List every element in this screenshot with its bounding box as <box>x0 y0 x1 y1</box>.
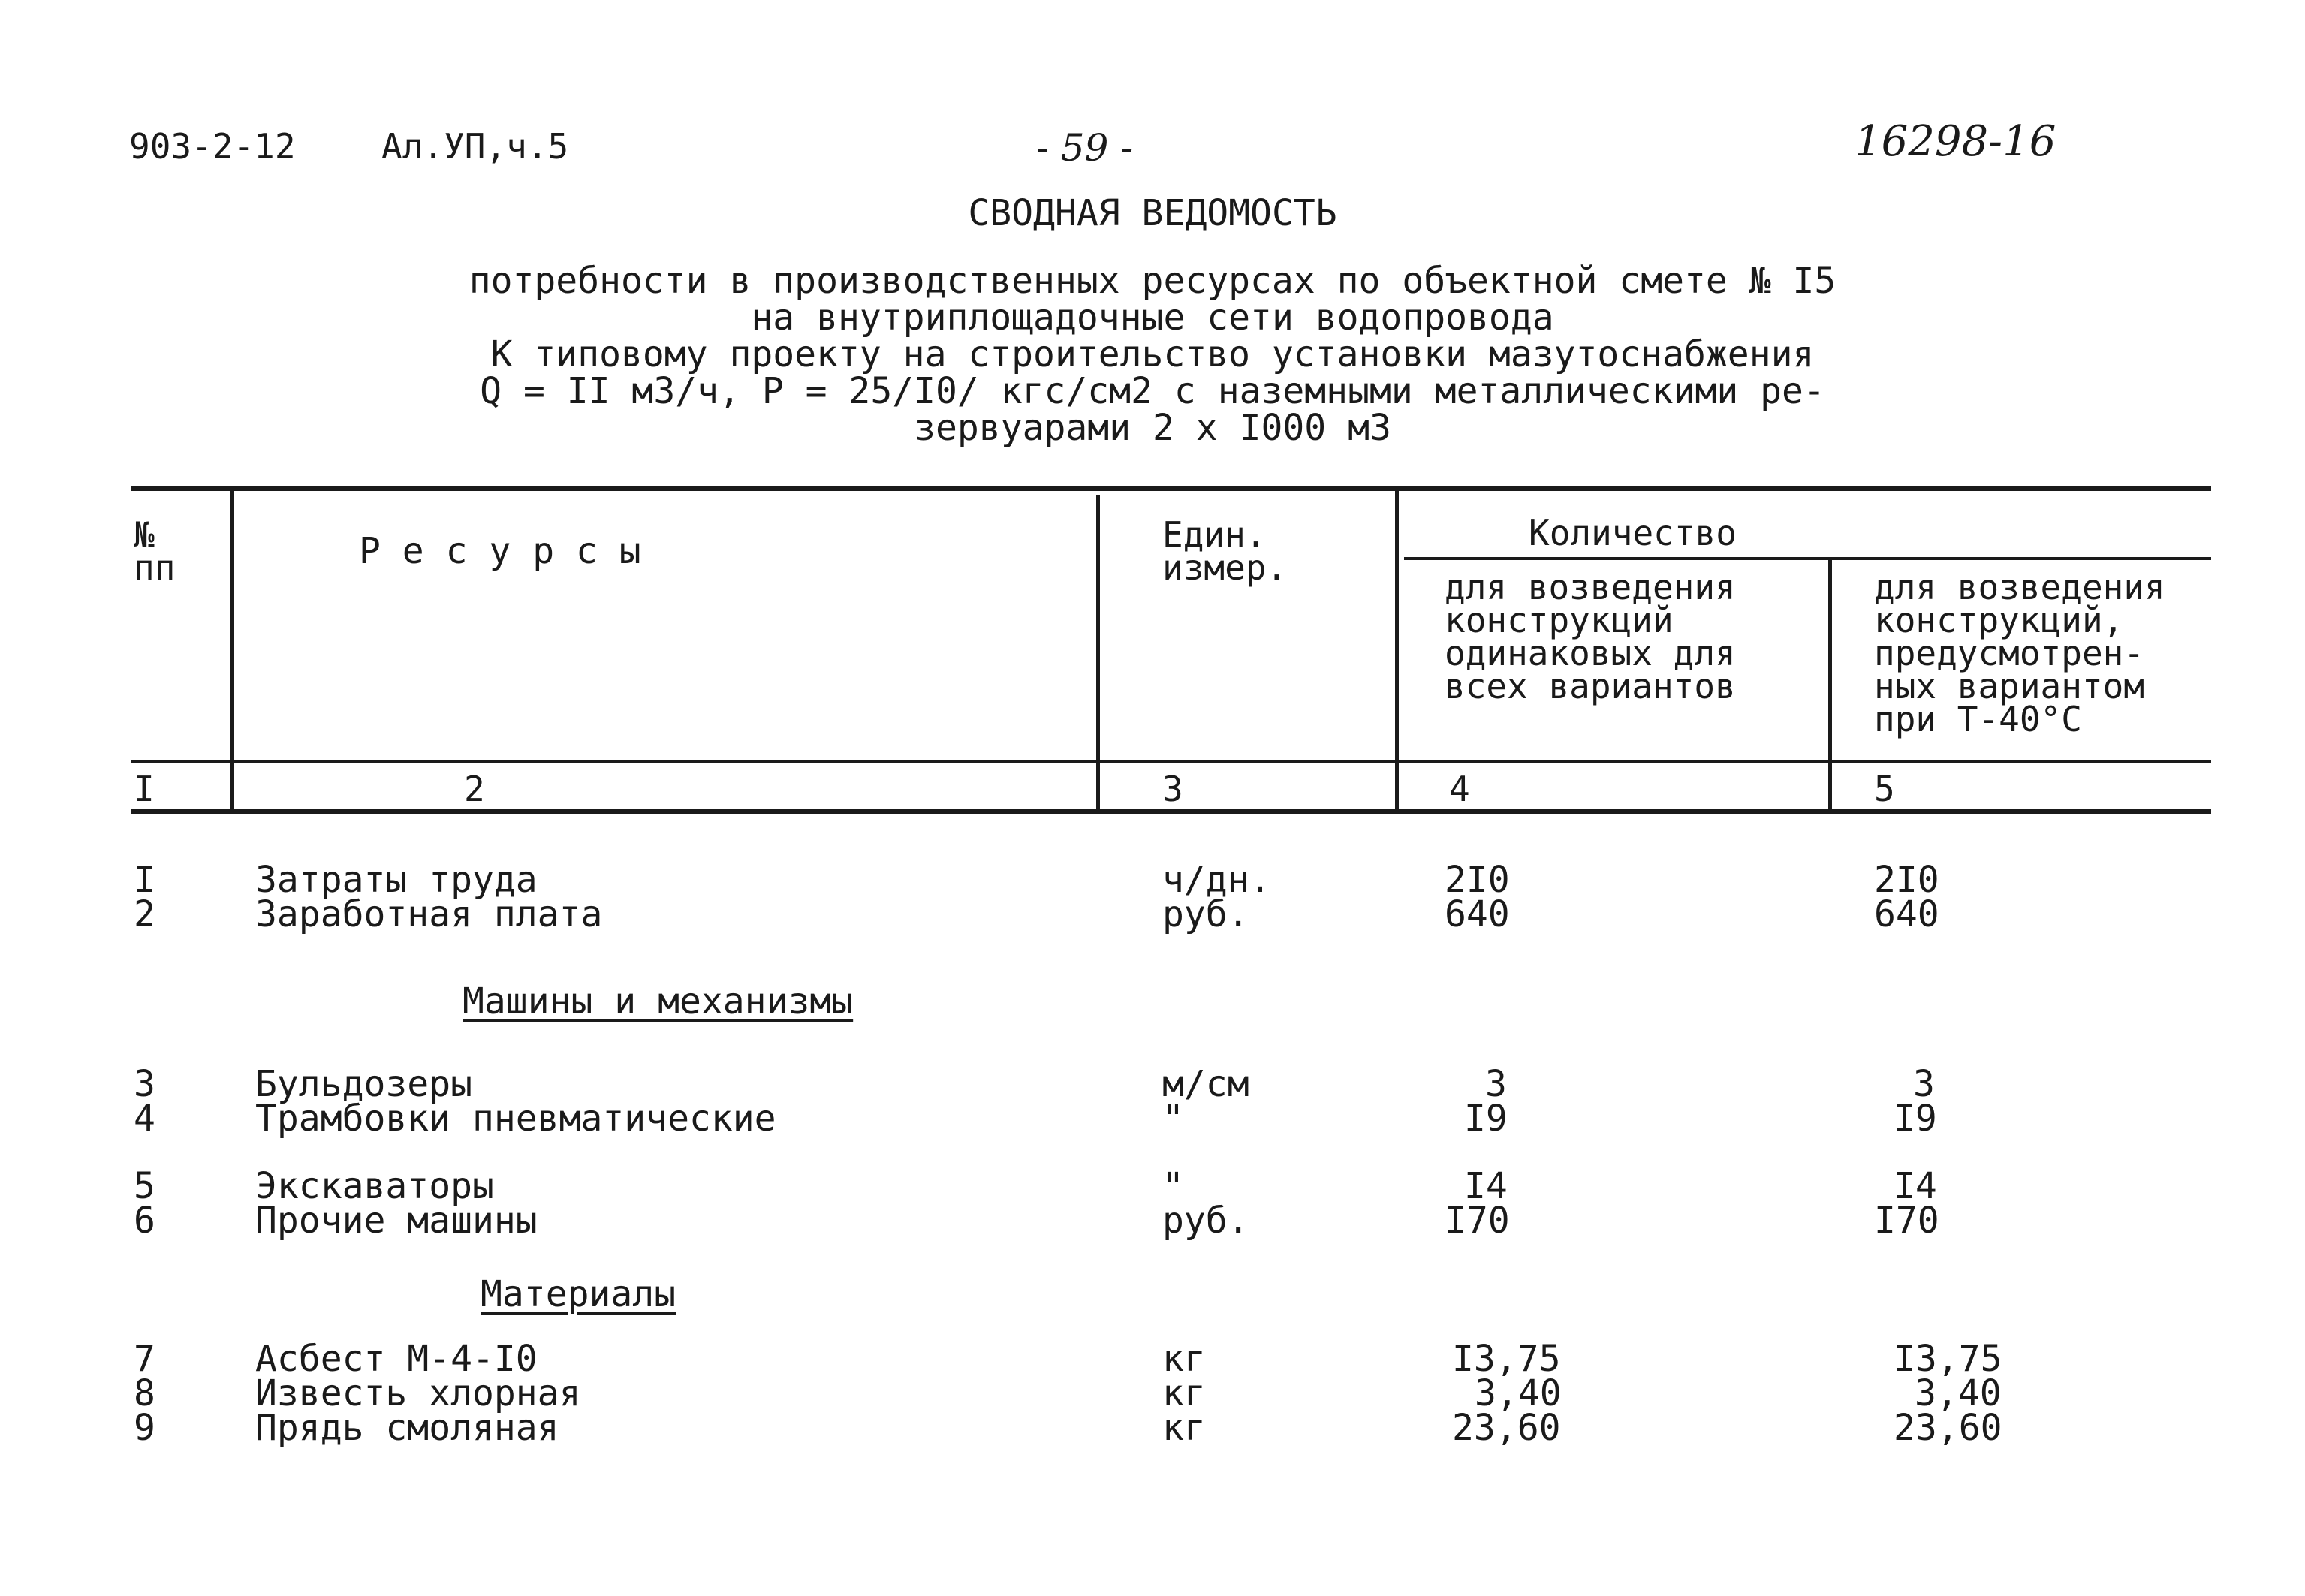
row-2-no: 2 <box>134 893 155 935</box>
row-1-q2: 2I0 <box>1874 859 1939 901</box>
header-quantity: Количество <box>1529 513 1737 553</box>
row-1-unit: ч/дн. <box>1162 859 1271 901</box>
table-body-group-labour <box>0 859 2305 937</box>
row-4-q2: I9 <box>1894 1098 1937 1140</box>
section-heading-machines: Машины и механизмы <box>463 980 854 1022</box>
row-9-unit: кг <box>1162 1407 1206 1449</box>
row-2-q2: 640 <box>1874 893 1939 935</box>
header-bottom-rule <box>131 760 2211 763</box>
table-body-group-machines-2 <box>0 1165 2305 1243</box>
document-title: СВОДНАЯ ВЕДОМОСТЬ <box>968 192 1337 234</box>
row-5-q2: I4 <box>1894 1165 1937 1207</box>
row-4-name: Трамбовки пневматические <box>255 1098 776 1140</box>
row-7-unit: кг <box>1162 1338 1206 1380</box>
row-6-q2: I70 <box>1874 1200 1939 1242</box>
numbers-bottom-rule <box>131 809 2211 814</box>
table-body-group-machines-1 <box>0 1063 2305 1141</box>
row-2-name: Заработная плата <box>255 893 603 935</box>
page-number: - 59 - <box>1036 126 1134 170</box>
subtitle-line-5: зервуарами 2 х I000 м3 <box>914 407 1391 449</box>
row-9-q2: 23,60 <box>1894 1407 2002 1449</box>
row-3-q2: 3 <box>1913 1063 1935 1105</box>
row-7-q1: I3,75 <box>1452 1338 1561 1380</box>
row-9-q1: 23,60 <box>1452 1407 1561 1449</box>
table-top-rule <box>131 486 2211 491</box>
row-1-q1: 2I0 <box>1445 859 1510 901</box>
row-6-name: Прочие машины <box>255 1200 538 1242</box>
subtitle-line-1: потребности в производственных ресурсах по объектной смете № I5 <box>469 260 1836 302</box>
column-divider-2 <box>1096 495 1100 814</box>
row-5-unit: " <box>1162 1165 1184 1207</box>
table-body-group-materials <box>0 1338 2305 1453</box>
document-code: 903-2-12 <box>129 126 296 167</box>
row-3-no: 3 <box>134 1063 155 1105</box>
row-6-no: 6 <box>134 1200 155 1242</box>
column-number-4: 4 <box>1449 769 1470 809</box>
row-3-q1: 3 <box>1485 1063 1507 1105</box>
column-divider-3 <box>1395 486 1399 814</box>
row-6-unit: руб. <box>1162 1200 1249 1242</box>
row-8-unit: кг <box>1162 1372 1206 1414</box>
row-2-q1: 640 <box>1445 893 1510 935</box>
row-1-no: I <box>134 859 155 901</box>
row-4-no: 4 <box>134 1098 155 1140</box>
header-quantity-common: для возведения конструкций одинаковых для всех вариантов <box>1445 567 1736 706</box>
subtitle-line-2: на внутриплощадочные сети водопровода <box>751 297 1554 339</box>
header-unit: Един. измер. <box>1162 514 1288 588</box>
column-number-2: 2 <box>464 769 485 809</box>
column-number-5: 5 <box>1874 769 1895 809</box>
column-number-1: I <box>134 769 155 809</box>
row-3-unit: м/см <box>1162 1063 1249 1105</box>
row-8-no: 8 <box>134 1372 155 1414</box>
subtitle-line-4: Q = II м3/ч, Р = 25/I0/ кгс/см2 с наземными металлическими ре- <box>480 370 1825 412</box>
column-divider-1 <box>230 486 234 814</box>
row-2-unit: руб. <box>1162 893 1249 935</box>
row-7-no: 7 <box>134 1338 155 1380</box>
row-6-q1: I70 <box>1445 1200 1510 1242</box>
row-7-q2: I3,75 <box>1894 1338 2002 1380</box>
header-quantity-variant: для возведения конструкций, предусмотрен- ных вариантом при Т-40°С <box>1874 567 2165 739</box>
quantity-divider-rule <box>1404 557 2211 560</box>
row-1-name: Затраты труда <box>255 859 538 901</box>
subtitle-line-3: К типовому проекту на строительство установки мазутоснабжения <box>490 333 1815 375</box>
row-4-unit: " <box>1162 1098 1184 1140</box>
album-reference: Ал.УП,ч.5 <box>381 126 569 167</box>
header-resources: Р е с у р с ы <box>359 530 641 572</box>
row-8-q1: 3,40 <box>1475 1372 1562 1414</box>
row-4-q1: I9 <box>1464 1098 1508 1140</box>
row-5-q1: I4 <box>1464 1165 1508 1207</box>
row-5-name: Экскаваторы <box>255 1165 494 1207</box>
inventory-number: 16298-16 <box>1855 117 2056 166</box>
row-5-no: 5 <box>134 1165 155 1207</box>
row-9-name: Прядь смоляная <box>255 1407 559 1449</box>
column-number-3: 3 <box>1162 769 1183 809</box>
row-8-q2: 3,40 <box>1915 1372 2002 1414</box>
row-9-no: 9 <box>134 1407 155 1449</box>
column-divider-4 <box>1828 557 1832 814</box>
row-7-name: Асбест М-4-I0 <box>255 1338 538 1380</box>
row-8-name: Известь хлорная <box>255 1372 581 1414</box>
header-no: № пп <box>134 514 176 588</box>
section-heading-materials: Материалы <box>481 1273 676 1315</box>
row-3-name: Бульдозеры <box>255 1063 472 1105</box>
